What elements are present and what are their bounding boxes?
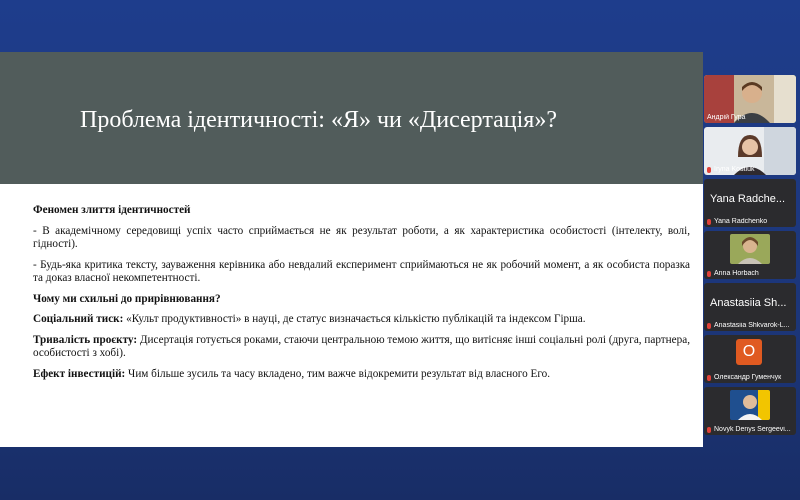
mic-muted-icon (707, 219, 711, 225)
paragraph: Тривалість проєкту: Дисертація готується роками, стаючи центральною темою життя, що витісняє інші соціальні ролі (друга, партнера, особистості з хобі). (33, 333, 690, 359)
participant-name: Anastasiia Shkvarok-L... (707, 322, 794, 329)
participant-name: Iryna Kostiuk (707, 166, 794, 173)
participant-name: Novyk Denys Sergeevi... (707, 426, 794, 433)
participant-name: Андрій Гура (707, 114, 746, 121)
participant-avatar (730, 234, 770, 264)
participant-tile[interactable] (704, 179, 796, 227)
paragraph: - Будь-яка критика тексту, зауваження керівника або невдалий експеримент сприймаються не як робочий момент, а як особиста поразка та доказ власної некомпетентності. (33, 258, 690, 284)
participant-name: Anna Horbach (707, 270, 794, 277)
paragraph: - В академічному середовищі успіх часто сприймається не як результат роботи, а як характеристика особистості (інтелекту, волі, гідності). (33, 224, 690, 250)
slide-title: Проблема ідентичності: «Я» чи «Дисертація»? (80, 107, 557, 133)
participant-tile[interactable] (704, 127, 796, 175)
participant-tile[interactable] (704, 387, 796, 435)
participant-name: Олександр Гуменчук (707, 374, 794, 381)
mic-muted-icon (707, 375, 711, 381)
participant-tile[interactable] (704, 75, 796, 123)
mic-muted-icon (707, 271, 711, 277)
paragraph: Ефект інвестицій: Чим більше зусиль та часу вкладено, тим важче відокремити результат від власного Его. (33, 367, 551, 380)
participant-display-name: Anastasiia Sh... (710, 297, 787, 309)
participant-tile[interactable] (704, 231, 796, 279)
section-heading: Чому ми схильні до прирівнювання? (33, 292, 221, 305)
participant-gallery[interactable] (704, 75, 796, 439)
slide-header (0, 52, 703, 184)
shared-slide (0, 52, 703, 447)
paragraph: Соціальний тиск: «Культ продуктивності» в науці, де статус визначається кількістю публікацій та індексом Гірша. (33, 313, 586, 325)
mic-muted-icon (707, 427, 711, 433)
participant-display-name: Yana Radche... (710, 193, 786, 205)
participant-avatar (730, 390, 770, 420)
participant-tile[interactable] (704, 283, 796, 331)
mic-muted-icon (707, 323, 711, 329)
section-heading: Феномен злиття ідентичностей (33, 204, 191, 216)
mic-muted-icon (707, 167, 711, 173)
participant-tile[interactable] (704, 335, 796, 383)
participant-initial-avatar: O (736, 339, 762, 365)
participant-name: Yana Radchenko (707, 218, 794, 225)
slide-body (33, 204, 690, 388)
